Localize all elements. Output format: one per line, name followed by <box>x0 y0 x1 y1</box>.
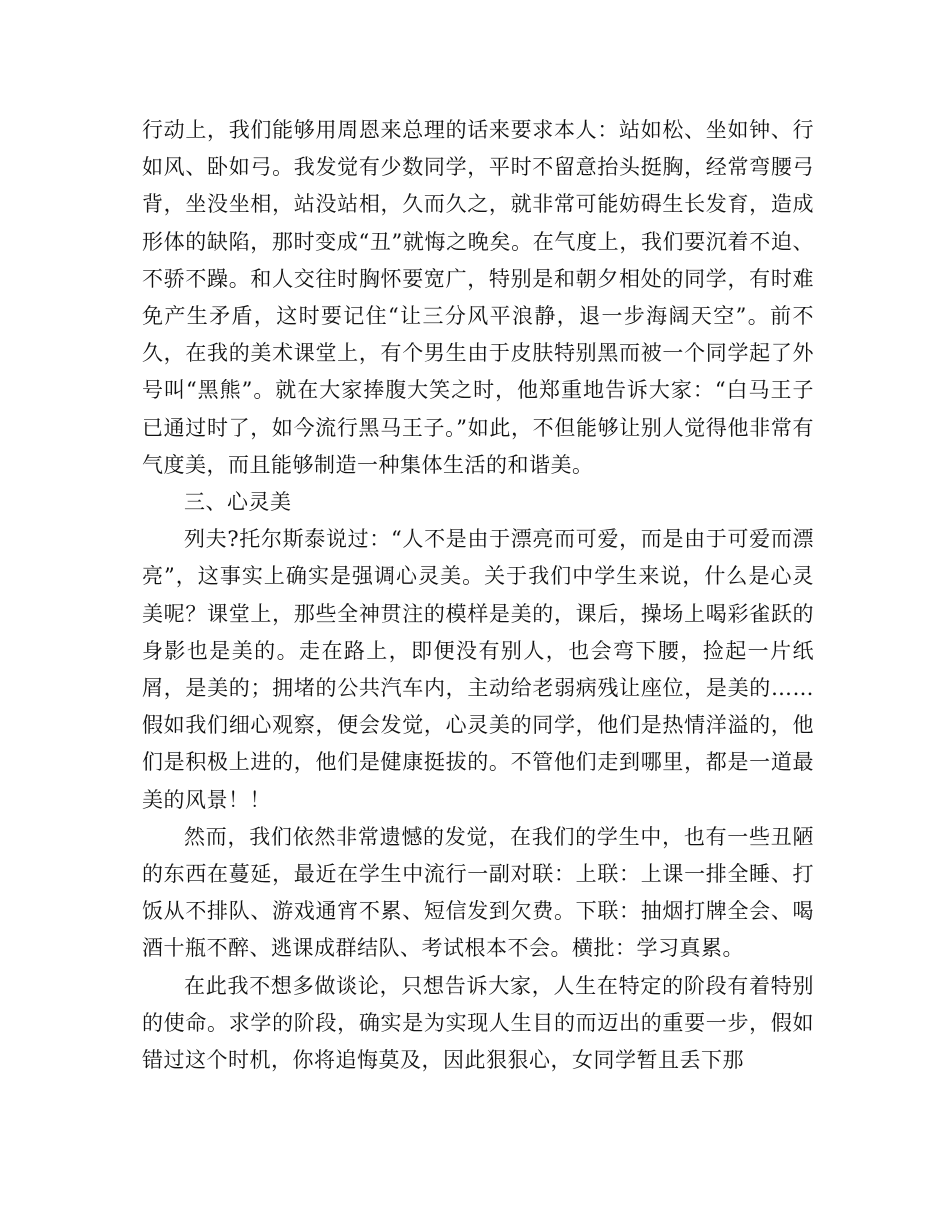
paragraph-couplet: 然而，我们依然非常遗憾的发觉，在我们的学生中，也有一些丑陋的东西在蔓延，最近在学生中流行一副对联：上联：上课一排全睡、打饭从不排队、游戏通宵不累、短信发到欠费。下联：抽烟打牌全会、喝酒十瓶不醉、逃课成群结队、考试根本不会。横批：学习真累。 <box>142 824 814 961</box>
section-heading-spiritual-beauty: 三、心灵美 <box>184 490 292 515</box>
paragraph-tolstoy-quote: 列夫?托尔斯泰说过：“人不是由于漂亮而可爱，而是由于可爱而漂亮”，这事实上确实是强调心灵美。关于我们中学生来说，什么是心灵美呢？课堂上，那些全神贯注的模样是美的，课后，操场上喝彩雀跃的身影也是美的。走在路上，即便没有别人，也会弯下腰，捡起一片纸屑，是美的；拥堵的公共汽车内，主动给老弱病残让座位，是美的……假如我们细心观察，便会发觉，心灵美的同学，他们是热情洋溢的，他们是积极上进的，他们是健康挺拔的。不管他们走到哪里，都是一道最美的风景！！ <box>142 527 814 812</box>
paragraph-life-mission: 在此我不想多做谈论，只想告诉大家，人生在特定的阶段有着特别的使命。求学的阶段，确实是为实现人生目的而迈出的重要一步，假如错过这个时机，你将追悔莫及，因此狠狠心，女同学暂且丢下那 <box>142 973 814 1073</box>
document-body <box>142 112 814 1079</box>
paragraph-demeanor: 行动上，我们能够用周恩来总理的话来要求本人：站如松、坐如钟、行如风、卧如弓。我发觉有少数同学，平时不留意抬头挺胸，经常弯腰弓背，坐没坐相，站没站相，久而久之，就非常可能妨碍生长发育，造成形体的缺陷，那时变成“丑”就悔之晚矣。在气度上，我们要沉着不迫、不骄不躁。和人交往时胸怀要宽广，特别是和朝夕相处的同学，有时难免产生矛盾，这时要记住“让三分风平浪静，退一步海阔天空”。前不久，在我的美术课堂上，有个男生由于皮肤特别黑而被一个同学起了外号叫“黑熊”。就在大家捧腹大笑之时，他郑重地告诉大家：“白马王子已通过时了，如今流行黑马王子。”如此，不但能够让别人觉得他非常有气度美，而且能够制造一种集体生活的和谐美。 <box>142 118 814 477</box>
